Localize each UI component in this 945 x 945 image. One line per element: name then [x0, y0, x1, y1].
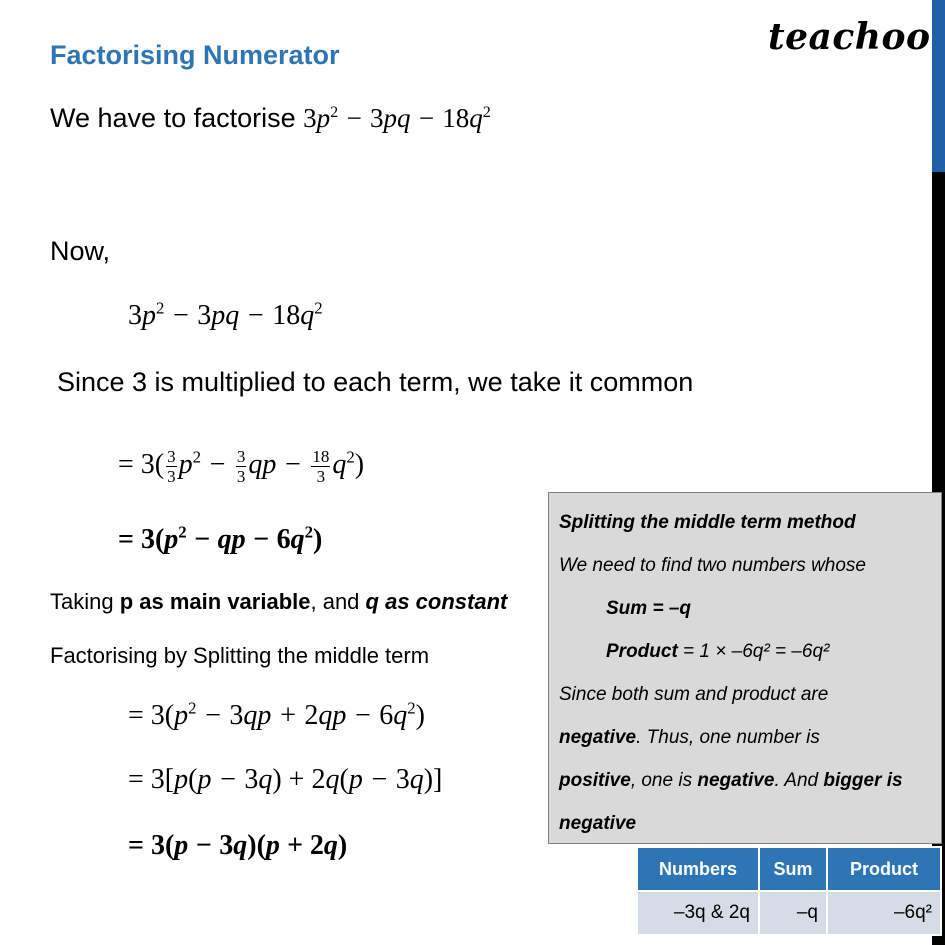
step-simplified: = $3(p^2$ − qp − $6q^2$) — [118, 522, 323, 555]
taking-bold-1: p as main variable — [119, 589, 311, 614]
splitting-method-callout — [548, 492, 942, 844]
splitting-text: Factorising by Splitting the middle term — [50, 643, 430, 668]
table-header-row — [637, 847, 941, 891]
callout-sum-line — [559, 587, 933, 630]
callout-product-value: = 1 × –6q² = –6q² — [677, 641, 830, 662]
table-header-product: Product — [827, 847, 941, 891]
intro-text: We have to factorise — [50, 103, 296, 133]
since-text: Since 3 is multiplied to each term, we take it common — [57, 367, 694, 397]
taking-bold-2: q as constant — [365, 589, 508, 614]
callout-negative-1: negative — [559, 727, 637, 748]
taking-mid: , and — [310, 589, 366, 614]
callout-negative-3: negative — [559, 813, 637, 834]
expression-line: $3p^2 - 3pq - 18q^2$ — [128, 298, 323, 331]
table-header-sum: Sum — [759, 847, 827, 891]
callout-negative-2: negative — [697, 770, 775, 791]
callout-positive-line — [559, 759, 933, 802]
step-split: = $3(p^2 - 3qp + 2qp - 6q^2)$ — [128, 698, 425, 731]
intro-expression: $3p^2 - 3pq - 18q^2$ — [303, 103, 491, 133]
callout-positive: positive — [559, 770, 631, 791]
step-common-factor: = 3( $\frac{3}{3}$ $p^2$ − $\frac{3}{3}$ qp − $\frac{18}{3}$ $q^2$) — [118, 447, 365, 486]
callout-negative-line — [559, 716, 933, 759]
callout-sum-value: = –q — [647, 598, 692, 619]
now-label: Now, — [50, 236, 111, 266]
callout-line1: We need to find two numbers whose — [559, 555, 866, 576]
callout-thus: . Thus, one number is — [636, 727, 820, 748]
callout-one-is: , one is — [630, 770, 698, 791]
callout-sum-label: Sum — [606, 598, 648, 619]
callout-and: . And — [774, 770, 824, 791]
table-cell-sum: –q — [759, 891, 827, 935]
table-header-numbers: Numbers — [637, 847, 759, 891]
page-heading: Factorising Numerator — [50, 40, 340, 70]
callout-title: Splitting the middle term method — [559, 512, 856, 533]
edge-bar-blue — [932, 0, 945, 172]
teachoo-logo: teachoo — [768, 16, 931, 58]
table-row — [637, 891, 941, 935]
table-cell-numbers: –3q & 2q — [637, 891, 759, 935]
taking-prefix: Taking — [50, 589, 120, 614]
callout-product-line — [559, 630, 933, 673]
callout-product-label: Product — [606, 641, 678, 662]
table-cell-product: –6q² — [827, 891, 941, 935]
intro-line — [50, 103, 491, 134]
numbers-table — [636, 846, 942, 936]
step-group: = 3[p(p − 3q) + 2q(p − 3q)] — [128, 764, 443, 795]
step-final: = 3(p − 3q)(p + 2q) — [128, 830, 348, 861]
taking-line — [50, 589, 507, 615]
callout-since-line: Since both sum and product are — [559, 684, 829, 705]
callout-bigger: bigger is — [823, 770, 903, 791]
